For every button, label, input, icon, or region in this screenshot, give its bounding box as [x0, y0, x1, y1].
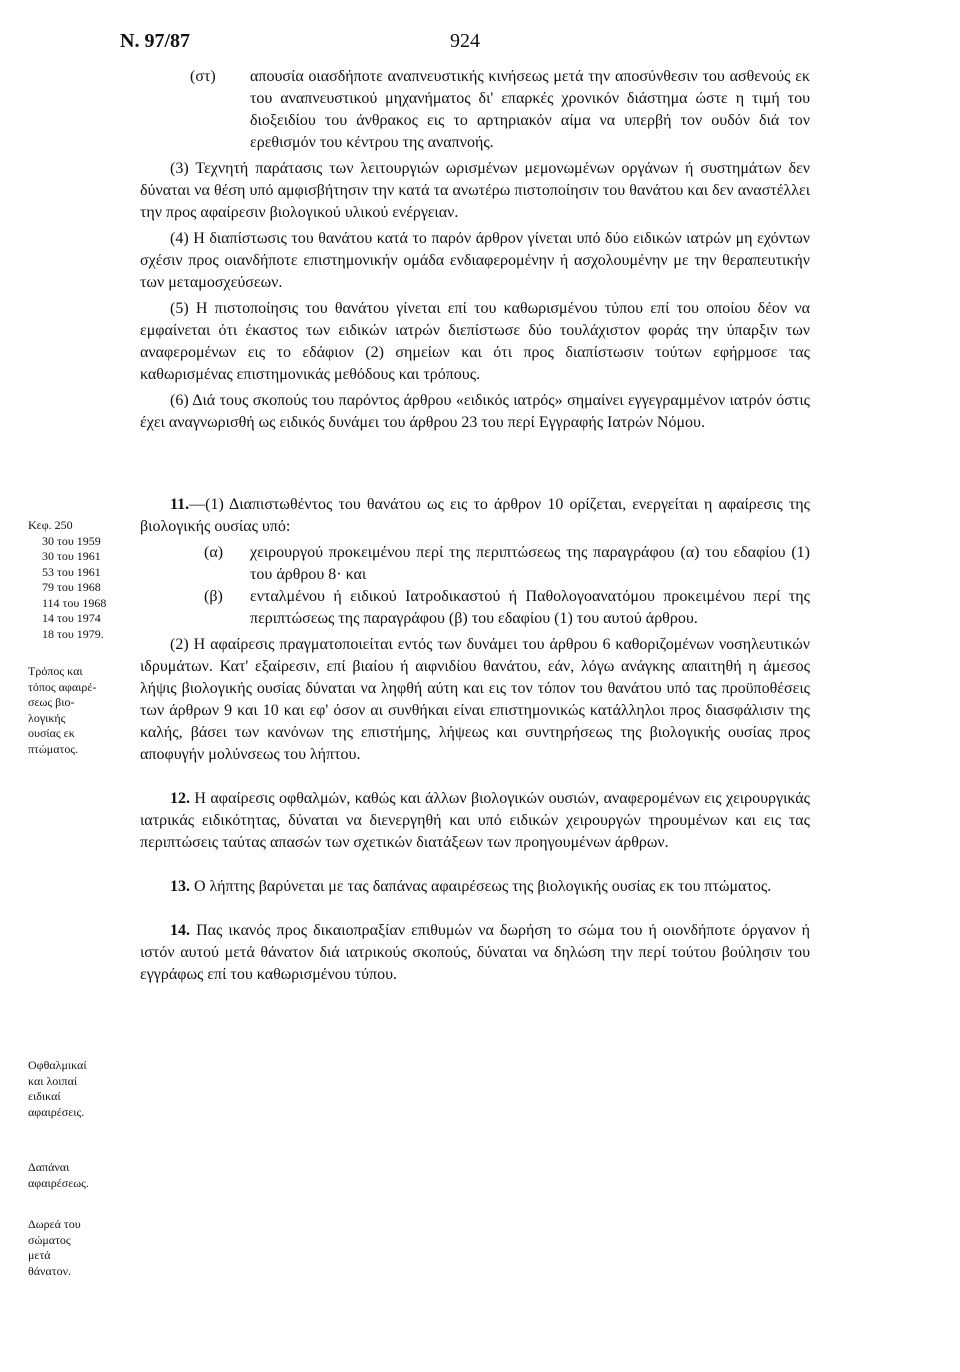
- margin-note-line: μετά: [28, 1248, 51, 1262]
- margin-note-line: σεως βιο-: [28, 695, 75, 709]
- article-text: Η αφαίρεσις οφθαλμών, καθώς και άλλων βιολογικών ουσιών, αναφερομένων εις χειρουργικάς ιατρικάς ειδικότητας, δύναται να διενεργηθή και υπό ειδικών χειρουργών τηρουμένων και εις τας περιπτώσεις ταύτας απασών των σχετικών διατάξεων των προηγουμένων άρθρων.: [140, 790, 811, 851]
- margin-note-line: τόπος αφαιρέ-: [28, 679, 97, 694]
- margin-ref: 53 του 1961: [42, 564, 101, 579]
- article-text: Ο λήπτης βαρύνεται με τας δαπάνας αφαιρέσεως της βιολογικής ουσίας εκ του πτώματος.: [194, 878, 772, 895]
- article10-paragraph-6: (6) Διά τους σκοπούς του παρόντος άρθρου «ειδικός ιατρός» σημαίνει εγγεγραμμένον ιατρόν όστις έχει αναγνωρισθή ως ειδικός δυνάμει του άρθρου 23 του περί Εγγραφής Ιατρών Νόμου.: [140, 392, 810, 431]
- margin-note-line: ειδικαί: [28, 1089, 61, 1103]
- page-header: [0, 30, 960, 60]
- article10-paragraph-4: (4) Η διαπίστωσις του θανάτου κατά το παρόν άρθρον γίνεται υπό δύο ειδικών ιατρών μη εχόντων σχέσιν προς οιανδήποτε επιστημονικήν ομάδα ενδιαφερομένην ή ασχολουμένην με την θεραπευτικήν των μεταμοσχεύσεων.: [140, 230, 810, 291]
- subparagraph-label: (στ): [190, 68, 216, 85]
- article10-subparagraph-st: [140, 66, 810, 154]
- article11-paragraph-2: (2) Η αφαίρεσις πραγματοποιείται εντός των δυνάμει του άρθρου 6 καθοριζομένων νοσηλευτικών ιδρυμάτων. Κατ' εξαίρεσιν, επί βιαίου ή αιφνιδίου θανάτου, εάν, λόγω ανάγκης απαιτηθή η άμεσος λήψις βιολογικής ουσίας δύναται να ληφθή αύτη και εις τον τόπον του θανάτου υπό τας προϋποθέσεις των άρθρων 9 και 10 και εφ' όσον αι συνθήκαι είναι επιστημονικώς κατάλληλοι προς διασφάλισιν της καλής, βάσει των κανόνων της επιστήμης, λήψεως και συντηρήσεως της βιολογικής ουσίας προς αποφυγήν μολύνσεως του λήπτου.: [140, 636, 810, 763]
- margin-ref: 114 του 1968: [42, 595, 107, 610]
- margin-ref: Κεφ. 250: [28, 518, 73, 532]
- document-body: [140, 66, 810, 990]
- margin-note-line: θάνατον.: [28, 1263, 71, 1278]
- law-number: N. 97/87: [120, 30, 190, 52]
- article-number: 13.: [170, 878, 190, 895]
- subparagraph-text: απουσία οιασδήποτε αναπνευστικής κινήσεως μετά την αποσύνθεσιν του ασθενούς εκ του αναπνευστικού μηχανήματος δι' επαρκές χρονικόν διάστημα ώστε η τιμή του διοξειδίου του άνθρακος εις το αρτηριακόν αίμα να υπερβή τον ουδόν διά τον ερεθισμόν του κέντρου της αναπνοής.: [250, 68, 810, 151]
- margin-note-eye-removals: [28, 1058, 140, 1120]
- margin-ref: 30 του 1961: [42, 549, 101, 563]
- article-text: Πας ικανός προς δικαιοπραξίαν επιθυμών να δωρήση το σώμα του ή οιονδήποτε όργανον ή ιστόν αυτού μετά θάνατον διά ιατρικούς σκοπούς, δύναται να δηλώση την περί τούτου βούλησιν του εγγράφως επί του καθωρισμένου τύπου.: [140, 922, 811, 983]
- article-spacer: [140, 438, 810, 494]
- margin-note-removal-method: [28, 664, 140, 757]
- margin-note-line: Τρόπος και: [28, 664, 83, 678]
- margin-note-line: Οφθαλμικαί: [28, 1058, 87, 1072]
- margin-note-line: Δαπάναι: [28, 1160, 70, 1174]
- article10-paragraph-3: (3) Τεχνητή παράτασις των λειτουργιών ωρισμένων μεμονωμένων οργάνων ή συστημάτων δεν δύναται να θέση υπό αμφισβήτησιν την κατά τα ανωτέρω πιστοποίησιν του θανάτου και δεν αναστέλλει την προς αφαίρεσιν βιολογικού υλικού ενέργειαν.: [140, 160, 810, 221]
- article-text: —(1) Διαπιστωθέντος του θανάτου ως εις το άρθρον 10 ορίζεται, ενεργείται η αφαίρεσις της βιολογικής ουσίας υπό:: [140, 496, 810, 535]
- margin-note-references: [28, 518, 140, 642]
- margin-ref: 18 του 1979.: [42, 626, 104, 641]
- margin-note-line: πτώματος.: [28, 741, 79, 756]
- margin-note-line: ουσίας εκ: [28, 726, 75, 740]
- item-label: (β): [204, 588, 223, 605]
- article-number: 11.: [170, 496, 190, 513]
- page-number: 924: [450, 30, 480, 52]
- article10-paragraph-5: (5) Η πιστοποίησις του θανάτου γίνεται επί του καθωρισμένου τύπου επί του οποίου δέον να εμφαίνεται ότι έκαστος των ειδικών ιατρών διεπίστωσε δύο τουλάχιστον φοράς την ύπαρξιν των αναφερομένων εις το εδάφιον (2) σημείων και ότι προς διαπίστωσιν τούτων εφήρμοσε τας καθωρισμένας επιστημονικάς μεθόδους και τρόπους.: [140, 300, 810, 383]
- margin-ref: 30 του 1959: [42, 533, 101, 548]
- margin-note-line: και λοιπαί: [28, 1073, 78, 1088]
- margin-ref: 79 του 1968: [42, 580, 101, 594]
- article11-paragraph-1: [140, 494, 810, 538]
- article14: [140, 920, 810, 986]
- item-text: χειρουργού προκειμένου περί της περιπτώσεως της παραγράφου (α) του εδαφίου (1) του άρθρου 8· και: [250, 544, 810, 583]
- margin-ref: 14 του 1974: [42, 611, 101, 625]
- margin-note-line: σώματος: [28, 1232, 71, 1247]
- article13: [140, 876, 810, 898]
- article-number: 14.: [170, 922, 190, 939]
- article11-item-b: [140, 586, 810, 630]
- margin-note-line: Δωρεά του: [28, 1217, 81, 1231]
- item-label: (α): [204, 544, 224, 561]
- margin-note-removal-costs: [28, 1160, 140, 1191]
- margin-note-line: αφαιρέσεις.: [28, 1104, 85, 1119]
- article11-item-a: [140, 542, 810, 586]
- margin-note-line: αφαιρέσεως.: [28, 1175, 89, 1190]
- article12: [140, 788, 810, 854]
- item-text: ενταλμένου ή ειδικού Ιατροδικαστού ή Παθολογοανατόμου προκειμένου περί της περιπτώσεως της παραγράφου (β) του εδαφίου (1) του αυτού άρθρου.: [250, 588, 810, 627]
- margin-note-body-donation: [28, 1217, 140, 1279]
- margin-note-line: λογικής: [28, 710, 66, 725]
- article-number: 12.: [170, 790, 190, 807]
